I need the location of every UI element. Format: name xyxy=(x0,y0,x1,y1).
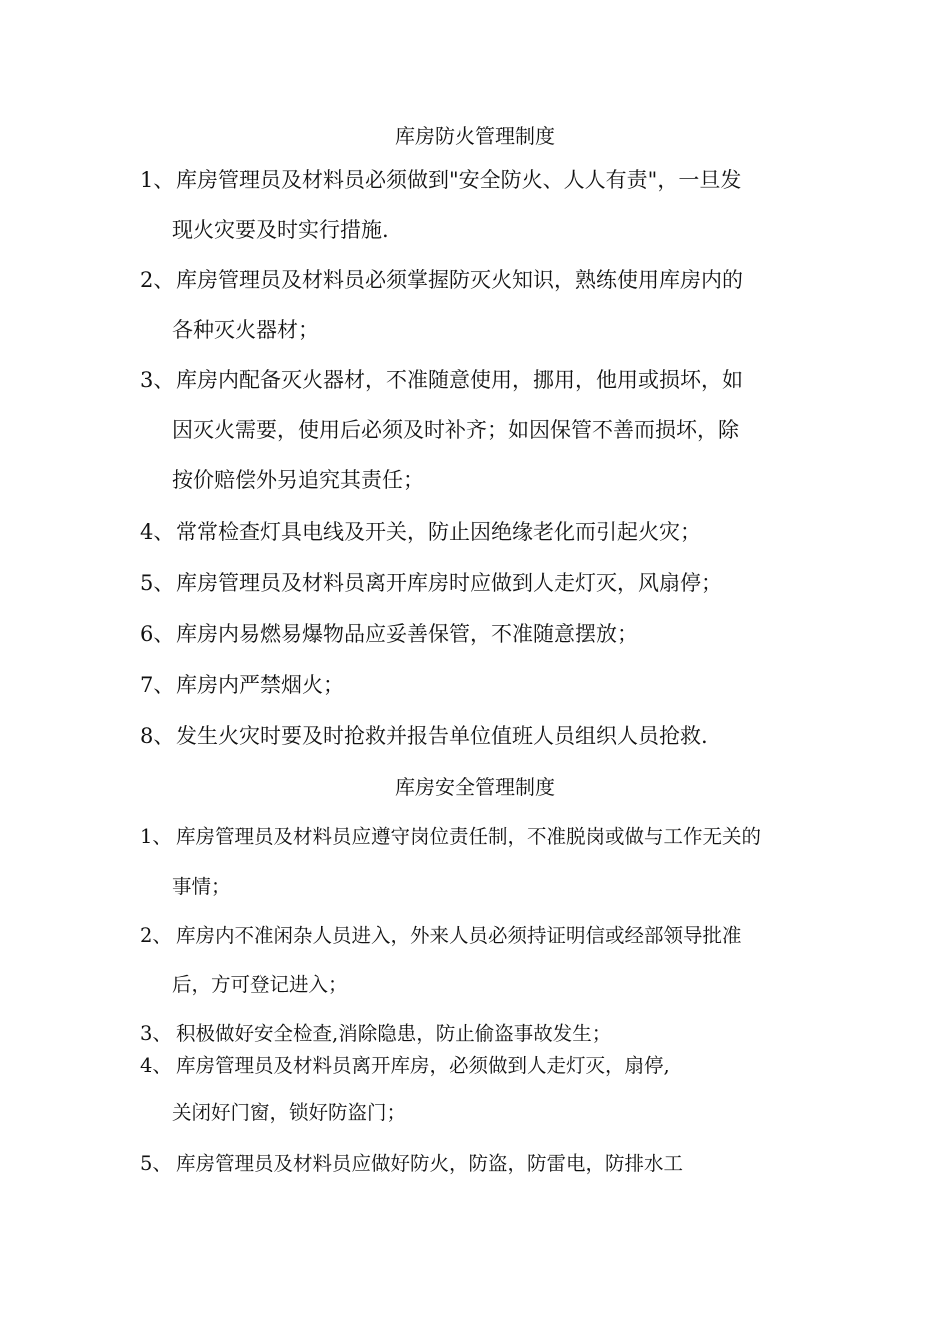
rule-number: 6、 xyxy=(140,622,175,646)
fire-rule-4 xyxy=(140,516,830,546)
fire-rule-7 xyxy=(140,669,830,699)
rule-text: 常常检查灯具电线及开关，防止因绝缘老化而引起火灾； xyxy=(176,520,701,544)
safety-rule-2 xyxy=(140,920,830,948)
rule-text: 库房管理员及材料员离开库房，必须做到人走灯灭，扇停, xyxy=(176,1054,670,1077)
safety-rule-1 xyxy=(140,821,830,849)
rule-text: 积极做好安全检查,消除隐患，防止偷盗事故发生； xyxy=(176,1022,612,1045)
rule-text: 发生火灾时要及时抢救并报告单位值班人员组织人员抢救. xyxy=(176,724,708,748)
fire-rule-1 xyxy=(140,164,830,194)
rule-text: 库房内不准闲杂人员进入，外来人员必须持证明信或经部领导批准 xyxy=(176,924,742,947)
rule-text: 库房内严禁烟火； xyxy=(176,673,344,697)
safety-rule-4-cont: 关闭好门窗，锁好防盗门； xyxy=(172,1101,407,1124)
rule-number: 2、 xyxy=(140,924,172,947)
rule-number: 5、 xyxy=(140,571,175,595)
fire-rule-6 xyxy=(140,618,830,648)
rule-number: 3、 xyxy=(140,1022,172,1045)
fire-rule-2 xyxy=(140,264,830,294)
rule-number: 7、 xyxy=(140,673,175,697)
rule-number: 2、 xyxy=(140,268,175,292)
rule-number: 4、 xyxy=(140,1054,172,1077)
rule-number: 1、 xyxy=(140,168,175,192)
rule-text: 库房管理员及材料员必须掌握防灭火知识，熟练使用库房内的 xyxy=(176,268,743,292)
fire-rule-3-cont: 因灭火需要，使用后必须及时补齐；如因保管不善而损坏，除 xyxy=(172,418,739,442)
fire-rule-3 xyxy=(140,364,830,394)
fire-rule-5 xyxy=(140,567,830,597)
rule-number: 4、 xyxy=(140,520,175,544)
rule-number: 3、 xyxy=(140,368,175,392)
section-title-fire: 库房防火管理制度 xyxy=(395,124,555,148)
safety-rule-2-cont: 后，方可登记进入； xyxy=(172,973,348,996)
safety-rule-5 xyxy=(140,1148,830,1176)
rule-number: 8、 xyxy=(140,724,175,748)
safety-rule-1-cont: 事情； xyxy=(172,875,231,898)
fire-rule-1-cont: 现火灾要及时实行措施. xyxy=(172,218,389,242)
safety-rule-3 xyxy=(140,1018,830,1046)
rule-number: 5、 xyxy=(140,1152,172,1175)
safety-rule-4 xyxy=(140,1050,830,1078)
rule-text: 库房内配备灭火器材，不准随意使用，挪用，他用或损坏，如 xyxy=(176,368,743,392)
fire-rule-3-cont-2: 按价赔偿外另追究其责任； xyxy=(172,468,424,492)
rule-text: 库房内易燃易爆物品应妥善保管，不准随意摆放； xyxy=(176,622,638,646)
fire-rule-8 xyxy=(140,720,830,750)
rule-text: 库房管理员及材料员离开库房时应做到人走灯灭，风扇停； xyxy=(176,571,722,595)
rule-text: 库房管理员及材料员必须做到"安全防火、人人有责"，一旦发 xyxy=(176,168,742,192)
rule-text: 库房管理员及材料员应遵守岗位责任制，不准脱岗或做与工作无关的 xyxy=(176,825,762,848)
rule-number: 1、 xyxy=(140,825,172,848)
section-title-safety: 库房安全管理制度 xyxy=(395,775,555,799)
fire-rule-2-cont: 各种灭火器材； xyxy=(172,318,319,342)
rule-text: 库房管理员及材料员应做好防火，防盗，防雷电，防排水工 xyxy=(176,1152,684,1175)
